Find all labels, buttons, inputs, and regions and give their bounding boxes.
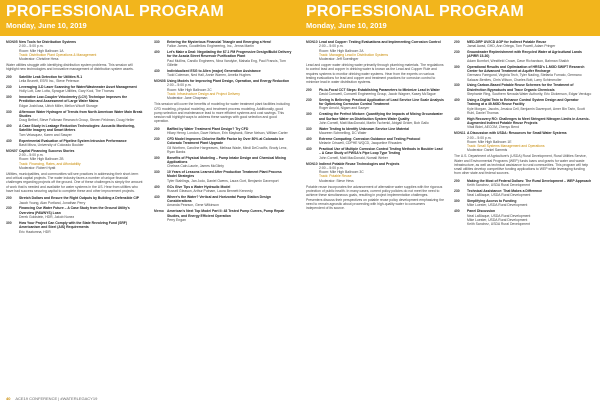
item-body xyxy=(467,117,592,130)
session-code: MON10 xyxy=(306,40,318,44)
page-number: 40 xyxy=(6,396,11,401)
session-detail: Room: Mile High Ballroom 2B xyxy=(19,157,64,162)
presentation-title: Benefits of Physical Modeling – Pump Intake Design and Chemical Mixing Applications xyxy=(167,155,286,164)
session-detail: Room: Mile High Ballroom 1E xyxy=(467,139,512,144)
session-title: Using Models for Improving Plant Design, Operation, and Energy Reduction xyxy=(167,79,290,84)
session-detail: 2:00 – 5:00 p.m. xyxy=(319,165,344,170)
item-body xyxy=(19,95,144,108)
session-description: Potable reuse incorporates the advancement of alternative water supplies with the rigorous protection of public health. In many cases, current policy policies do not meet the need to achieve these simultaneous goals, resulting in project implementation challenges. Presenters discuss their perspectives on potable reuse policy development emphasizing the need to remain agnostic about proceeding with high-quality water to consumers independent of its source. xyxy=(306,184,444,211)
item-body xyxy=(19,139,144,148)
session-detail: 2:00 – 5:00 p.m. xyxy=(167,83,192,88)
time-code: 200 xyxy=(454,40,460,44)
time-code: 330 xyxy=(454,83,460,88)
presenters: John Cornell, Matt MacDonald, Martin Tschenkl, Abigail Grider, Bob Gallo xyxy=(319,120,429,125)
presentation-title: Operational Results and Optimization of HRSD's 1-MGD SWIFT Research Center for Advanced Treatment at Aquifer Recharge xyxy=(467,64,585,73)
presentation-item xyxy=(454,179,592,188)
program-date: Monday, June 10, 2019 xyxy=(306,21,387,30)
program-title: PROFESSIONAL PROGRAM xyxy=(306,3,524,20)
presentation-item xyxy=(154,137,292,154)
session-title: Lead and Copper: Testing Evaluations and Implementing Corrosion Control xyxy=(319,40,441,44)
item-body xyxy=(467,40,592,49)
presenters: Adam Bomfort, Westfield Crown, Dave Richardson, Bahman Shaikh xyxy=(467,58,569,63)
time-code: 400 xyxy=(454,209,460,214)
item-body xyxy=(319,137,444,146)
presentation-title: American's Next Top Model Part II: 48 Tested Pump Curves, Pump Repair Studies, and Energy Efficient Operation xyxy=(167,209,285,218)
time-code: 230 xyxy=(454,188,460,193)
session-description: Lead and copper water drinking water primarily through plumbing materials. The regulations to control lead and copper in drinking water is known as the Lead and Copper Rule and requires systems to monitor drinking water systems. Hear from the experts on various testing evaluations for lead and copper and treatment practices for corrosion control to minimize lead in water distribution systems. xyxy=(306,63,444,85)
presentation-item xyxy=(454,65,592,82)
session-track: Track: Financing, Rates, and Affordability xyxy=(19,161,81,166)
item-body xyxy=(167,137,292,154)
time-code: 400 xyxy=(306,136,312,141)
session-detail: 2:00 – 5:00 p.m. xyxy=(19,152,44,157)
item-body xyxy=(19,40,144,61)
item-body xyxy=(167,69,292,78)
presentation-item xyxy=(154,127,292,136)
item-body xyxy=(19,110,144,123)
column-3 xyxy=(306,40,444,213)
item-body xyxy=(467,50,592,63)
presenters: Todd Coleman, Ned Hall, Annie Warren, Amelia Hughes xyxy=(167,73,251,78)
item-body xyxy=(167,185,292,194)
time-code: 330 xyxy=(306,126,312,131)
item-body xyxy=(467,189,592,198)
item-body xyxy=(467,98,592,115)
time-code: 230 xyxy=(6,206,12,211)
presentation-title: Making the Most of Federal Dollars: The Rural Development – WEP Approach xyxy=(467,178,592,183)
presentation-title: Using a Digital Twin to Enhance Control System Design and Operator Training at a 49-MGD Reuse Facility xyxy=(467,97,579,107)
session-title: Capital Financing Success Stories xyxy=(19,148,75,153)
presentation-title: Extreme Computing: Corrosion Guidance and Testing Protocol xyxy=(319,136,421,141)
time-code: 230 xyxy=(154,136,160,141)
item-body xyxy=(19,85,144,94)
presenters: Tom Velasquez, Karen and Sawyer xyxy=(19,132,72,137)
presenters: Fallon James, Goodfellow Engineering, Inc., Jenna Martin xyxy=(167,44,254,49)
presentation-title: Technical Assistance: That Makes a Difference xyxy=(467,188,542,193)
item-body xyxy=(167,209,292,222)
presentation-item xyxy=(454,189,592,198)
presentation-title: Practical Use of Multiple Corrosion Control Testing Methods in Boulder Lead – A Case Study of PWSA's Pipe Loop Type Testing xyxy=(319,147,443,156)
time-code: 400 xyxy=(154,184,160,189)
presentation-title: MED-DRP UV/ICD AOP for Indirect Potable Reuse xyxy=(467,40,547,44)
session-detail: Room: Mile High Ballroom 3C xyxy=(319,170,364,175)
session-block xyxy=(6,40,144,61)
session-title: A Discussion with USDA: Resources for Small Water Systems xyxy=(467,131,567,136)
session-block xyxy=(154,79,292,100)
presentation-item xyxy=(306,127,444,136)
presentation-title: Baffled by Water Treatment Plant Design? Try CFD xyxy=(167,126,249,131)
presentation-title: A Case Study in Leakage Reduction Technologies: Acoustic Monitoring, Satellite Imagery and Smart Meters xyxy=(19,124,135,133)
session-track: Track: Infrastructure Design and Project Delivery xyxy=(167,92,240,97)
presenters: Chelsea Cain-Laurie, James McGlinty xyxy=(167,164,224,169)
session-title: Indirect Potable Reuse Technologies and Projects xyxy=(319,161,400,166)
presentation-item xyxy=(454,209,592,226)
presentation-item xyxy=(154,40,292,49)
column-4 xyxy=(454,40,592,228)
presentation-title: Financing Our Water Future – A Case Study from the Ground Utility's Overview (PAWNYS) Loan xyxy=(19,206,130,215)
column-1 xyxy=(6,40,144,235)
presentation-item xyxy=(306,112,444,125)
presentation-item xyxy=(6,85,144,94)
presenters: Jamal Awad, GHD, Ann Ortega, Tom Powell, Adam Pringer xyxy=(467,44,556,49)
session-code: MON05 xyxy=(6,40,18,44)
presenters: Gil Worthen, Caroline Hargreaves, Melissa Wade, Mindi DeCrucifix, Brody Lenz, Ryan Banks xyxy=(167,145,288,154)
item-body xyxy=(467,209,592,226)
time-code: 330 xyxy=(154,40,160,44)
item-body xyxy=(19,124,144,137)
time-code: 300 xyxy=(6,95,12,100)
presentation-title: Where's the Water? Vertical and Horizontal Pump Station Design Considerations xyxy=(167,194,271,204)
presentation-item xyxy=(154,170,292,183)
presentation-item xyxy=(154,69,292,78)
session-block xyxy=(454,131,592,152)
presenters: Keith Sanchez, USDA Rural Development xyxy=(467,222,530,227)
session-description: The U.S. Department of Agriculture's (USDA) Rural Development, Rural Utilities Service, Water and Environmental Programs (WEP) funds loans and grants for water and waste infrastructure, as well as technical assistance to rural communities. This program will help small utilities develop competitive funding applications to WEP while leveraging funding from other state and federal sources. xyxy=(454,154,589,176)
presentation-title: Pb-to-Focal CCT Steps: Establishing Parameters to Minimize Lead in Water xyxy=(319,87,440,92)
session-detail: Room: Mile High Ballroom 2C xyxy=(167,87,212,92)
presenters: Vitali Bidel, AECOM, Zhenyu Bend xyxy=(467,125,519,130)
presentation-item xyxy=(6,139,144,148)
session-block xyxy=(306,162,444,183)
presentation-item xyxy=(454,40,592,49)
item-body xyxy=(319,147,444,160)
presenters: John Cornell, Matt MacDonald, Nomali Weber xyxy=(319,155,388,160)
session-code: MON07 xyxy=(6,148,18,153)
presentation-item xyxy=(154,185,292,194)
presenters: Keith Sanchez, USDA Rural Development xyxy=(467,183,530,188)
item-body xyxy=(467,83,592,96)
presenters: Stephanie Ring, Southern Nevada Water Authority, Eric Dickenson, Edgar Verdugo xyxy=(467,92,592,97)
session-moderator: Moderator: Steve Hess xyxy=(319,178,354,183)
presentation-item xyxy=(154,209,292,222)
presentation-item xyxy=(6,206,144,219)
time-code: 330 xyxy=(154,170,160,175)
item-body xyxy=(467,131,592,152)
presentation-title: Satellite Leak Detection for Utilities R-1 xyxy=(19,74,83,79)
presenters: Mike Luester, USDA Rural Development xyxy=(467,203,528,208)
item-body xyxy=(19,149,144,170)
session-detail: Room: Mile High Ballroom 2A xyxy=(319,48,364,53)
presenters: Hilary Henry, London, Dave Nelson, Erin Maybank, Steve Nelson, William Carter xyxy=(167,131,288,136)
presentation-title: CFD Model Improves Chlorine Baffle Factor by Over 80% at Colorado Ice Colorado Treatment Plant Upgrade xyxy=(167,136,284,146)
time-code: 430 xyxy=(306,147,312,152)
time-code: 300 xyxy=(6,220,12,225)
presentation-title: Groundwater Replenishment with Recycled Water at Agricultural Lands (APIRR 15-30) xyxy=(467,50,582,59)
item-body xyxy=(319,162,444,183)
time-code: 430 xyxy=(6,138,12,143)
program-title: PROFESSIONAL PROGRAM xyxy=(6,3,224,20)
presentation-title: Leveraging 3-D Laser Scanning for Water/Wastewater Asset Management xyxy=(19,84,137,89)
session-moderator: Moderator: Jeff Soenthger xyxy=(319,57,359,62)
item-body xyxy=(19,196,144,205)
item-body xyxy=(319,88,444,97)
presenters: Kyle Morgan, Jacobs, Jessica Cell, Benjamin Davenport, Amer Bin Tarin, Scott Ruhl, Daniel Thomas xyxy=(467,106,585,115)
presenters: Eric Haatumna, HDR xyxy=(19,229,51,234)
presentation-item xyxy=(6,110,144,123)
item-body xyxy=(319,98,444,111)
session-detail: Room: Mile High Ballroom 1A xyxy=(19,48,64,53)
time-code: 300 xyxy=(454,64,460,69)
item-body xyxy=(319,40,444,61)
page-header-right xyxy=(300,0,600,36)
time-code: 300 xyxy=(154,155,160,160)
presentation-title: Panel Discussion xyxy=(467,209,496,214)
presenters: Edgar Joshi/usa, Ulrich Miller, Mellon Wicoff Storage xyxy=(19,103,98,108)
time-code: 230 xyxy=(454,50,460,55)
presentation-item xyxy=(454,83,592,96)
session-description: Water utilities struggle with identifying distribution system problems. This session will highlight new technologies and innovative management of distribution system assets. xyxy=(6,63,134,72)
time-code: 230 xyxy=(306,97,312,102)
presenters: Holly Lott, Dan Lotta, Sprague Utilities, Gary Kool, The Thomas xyxy=(19,89,115,94)
item-body xyxy=(167,156,292,169)
presentation-title: How Your Project Can Comply with the State Revolving Fund (SRF) Americanism and Steel (AIS) Requirements xyxy=(19,220,128,230)
presenters: Perry Engan xyxy=(167,217,186,222)
presentation-item xyxy=(306,147,444,160)
presenters: Russell Gleason, Arthur Putnam, Laura Bennett Kennedy xyxy=(167,188,253,193)
presentation-title: Using Carbon-Based Potable Reuse Schemes for the Treatment of Disinfection Byproducts and Trace Organic Chemicals xyxy=(467,83,574,92)
time-code: 400 xyxy=(154,50,160,55)
item-body xyxy=(19,75,144,84)
session-moderator: Moderator: Jane Chapman xyxy=(167,96,208,101)
presenters: Neal LaBlaque, USDA Rural Development xyxy=(467,193,531,198)
session-description: Utilities, municipalities, and communities will see practices in addressing their short-term and critical capital projects. The water industry faces a number of unique financial challenges regarding projects off the ground. One of these challenges is simply the amount of work that is needed and available for water systems in the US. Hear from utilities who have had success securing capital to complete these and other improvement projects. xyxy=(6,171,143,193)
item-body xyxy=(467,199,592,208)
session-code: MON08 xyxy=(154,79,166,84)
session-track: Track: Small Systems Management and Operations xyxy=(467,144,545,149)
presentation-title: Water Testing to Identify Unknown Service Line Material xyxy=(319,126,410,131)
presentation-title: Creating the Perfect Mixture: Quantifying the Impacts of Mixing Groundwater and Surface Water on Distribution System Water Quality xyxy=(319,112,443,121)
item-body xyxy=(167,127,292,136)
presentation-item xyxy=(306,88,444,97)
time-code: 200 xyxy=(6,74,12,79)
presentation-item xyxy=(6,221,144,234)
time-code: 200 xyxy=(6,196,12,201)
item-body xyxy=(167,79,292,100)
time-code: 200 xyxy=(306,87,312,92)
session-description: This session will cover the benefits of modeling for water treatment plant facilities including CFD modeling, physical modeling, and treatment process modeling. Additionally, good pump selection and maintenance lead to more efficient systems and cost savings. This session will highlight ways to address these savings with good selection and good operation. xyxy=(154,102,290,124)
presentation-item xyxy=(306,137,444,146)
presenters: Mike Luester, USDA Rural Development xyxy=(467,217,528,222)
presentation-item xyxy=(154,195,292,208)
presenters: Neal LaBlaque, USDA Rural Development xyxy=(467,213,531,218)
time-code: 400 xyxy=(6,124,12,129)
presentation-item xyxy=(306,98,444,111)
session-code: MON10 xyxy=(306,161,318,166)
presentation-title: Let's Make a Deal: Negotiating the $7.1 FM Progressive Design/Build Delivery for the Acacia Street Reservoir Purification Plant xyxy=(167,50,292,59)
time-code: 200 xyxy=(454,178,460,183)
session-detail: 2:00 – 5:00 p.m. xyxy=(19,44,44,49)
time-code: 430 xyxy=(154,194,160,199)
presenters: Doug Bethel, Steve Folkman Research Group, Steven Feldman, Doug Heller xyxy=(19,118,135,123)
session-code: MON11 xyxy=(454,131,466,136)
presenters: Maureen Schmelling, DC Water xyxy=(319,131,367,136)
item-body xyxy=(167,50,292,67)
presentation-item xyxy=(6,196,144,205)
session-track: Track: Potable Reuse xyxy=(319,174,352,179)
item-body xyxy=(467,65,592,82)
presentation-item xyxy=(6,95,144,108)
presentation-item xyxy=(454,199,592,208)
presenters: Tyler Stahlings, Jan Jodo, Daniel Owens, Laura Gort, Benjamin Davenport xyxy=(167,178,279,183)
time-code: 330 xyxy=(6,109,12,114)
presenters: Roger Arnold, Nigam and Sawyer xyxy=(319,106,370,111)
item-body xyxy=(319,127,444,136)
presenters: Germano Faregund, Virginia Tech, Tyler Nading, Stefania Furnato, Germano Salazar-Benites, Chris Wilson, Charles Bott, Larry Schimmoller xyxy=(467,73,582,82)
session-moderator: Moderator: Christine Hess xyxy=(19,57,59,62)
presentation-item xyxy=(154,156,292,169)
time-code: 300 xyxy=(306,112,312,117)
item-body xyxy=(167,195,292,208)
footer-text: ACE19 CONFERENCE | #WATERLEGACY19 xyxy=(15,396,98,401)
session-track: Track: Managing Lead in Distribution Systems xyxy=(319,52,389,57)
time-code: 430 xyxy=(154,68,160,73)
presentation-item xyxy=(454,98,592,115)
item-body xyxy=(167,170,292,183)
time-code: 400 xyxy=(454,97,460,102)
presentation-title: Experimental Evaluation of Pipeline System Intrusion Performance xyxy=(19,138,127,143)
session-moderator: Moderator: Robert Hyatt xyxy=(19,165,56,170)
page-header-left xyxy=(0,0,300,36)
program-date: Monday, June 10, 2019 xyxy=(6,21,87,30)
session-block xyxy=(6,149,144,170)
item-body xyxy=(19,206,144,219)
presenters: Paul Mullins, Candlo Engineers, Nina Vandyke, Mahala Eng, Paul Francis, Tom Gillette xyxy=(167,58,286,68)
presenters: Melanie Criswell, CDPHE WQCD, Jacqueline Rhoades xyxy=(319,141,402,146)
item-body xyxy=(167,40,292,49)
presentation-item xyxy=(454,50,592,63)
session-detail: 2:00 – 5:00 p.m. xyxy=(319,44,344,49)
item-body xyxy=(467,179,592,188)
session-detail: 2:00 – 5:00 p.m. xyxy=(467,135,492,140)
time-code: 200 xyxy=(154,126,160,131)
presentation-title: GCs Give Tips a Water Hydraulic Model xyxy=(167,184,231,189)
presentation-item xyxy=(154,50,292,67)
presentation-title: Afternoon Water Hydrogen of Trends from North American Water Main Break Studies xyxy=(19,109,143,118)
session-moderator: Moderator: Daniel Sammis xyxy=(467,148,508,153)
time-code: Memo xyxy=(154,209,164,214)
presentation-title: Seeing Is Believing: Practical Application of Lead Service Line Scale Analysis for Optimizing Corrosion Control Treatment xyxy=(319,97,444,107)
item-body xyxy=(319,112,444,125)
column-2 xyxy=(154,40,292,224)
presentation-title: Innovative Low-Coupler Velocimetry (LCV) Technique Improves the Prediction and Assessment of Large Water Mains xyxy=(19,95,128,104)
presentation-title: Stretch Dollars and Ensure the Right Outputs by Building a Defensible CIP xyxy=(19,196,140,201)
session-track: Track: Distribution Plant Operations & Management xyxy=(19,52,97,57)
presenters: David Cornwell, Cornwell Engineering Group, Jacob Wagner, Kasey McTague xyxy=(319,91,436,96)
presenters: Amanda Pearson, Gene Wilkinson xyxy=(167,203,219,208)
page-footer xyxy=(6,396,97,401)
presentation-item xyxy=(6,124,144,137)
time-code: 300 xyxy=(454,199,460,204)
presenters: Leila Brunett, ESRI Inc., Steve Peterson xyxy=(19,78,80,83)
presentation-item xyxy=(6,75,144,84)
presentation-title: 10 Years of Lessons Learned After Production Treatment Plant Process Model Strategies xyxy=(167,170,282,179)
presentation-title: High Recovery RO: Challenges to Meet Stringent Nitrogen Limits in Arsenic-Augmented Indirect Potable Reuse Projects xyxy=(467,116,590,126)
session-title: New Tools for Distribution Systems xyxy=(19,40,77,44)
presentation-item xyxy=(454,117,592,130)
time-code: 430 xyxy=(454,116,460,121)
time-code: 230 xyxy=(6,84,12,89)
presentation-title: Individualized ESG to Alien (major) Generation Assistance xyxy=(167,68,261,73)
presenters: Derek Goldstein, HDR, Jakob Nunez xyxy=(19,215,75,220)
presentation-title: Simplifying Access to Funding xyxy=(467,199,517,204)
presenters: Basit Mirza, University of Colorado Boulder xyxy=(19,142,84,147)
presenters: Jacob Young, Alan Portland, Jonathan Perry xyxy=(19,200,86,205)
item-body xyxy=(19,221,144,234)
session-block xyxy=(306,40,444,61)
presentation-title: Entering the Mysterious Financial Triangle and Emerging a Hero! xyxy=(167,40,272,44)
